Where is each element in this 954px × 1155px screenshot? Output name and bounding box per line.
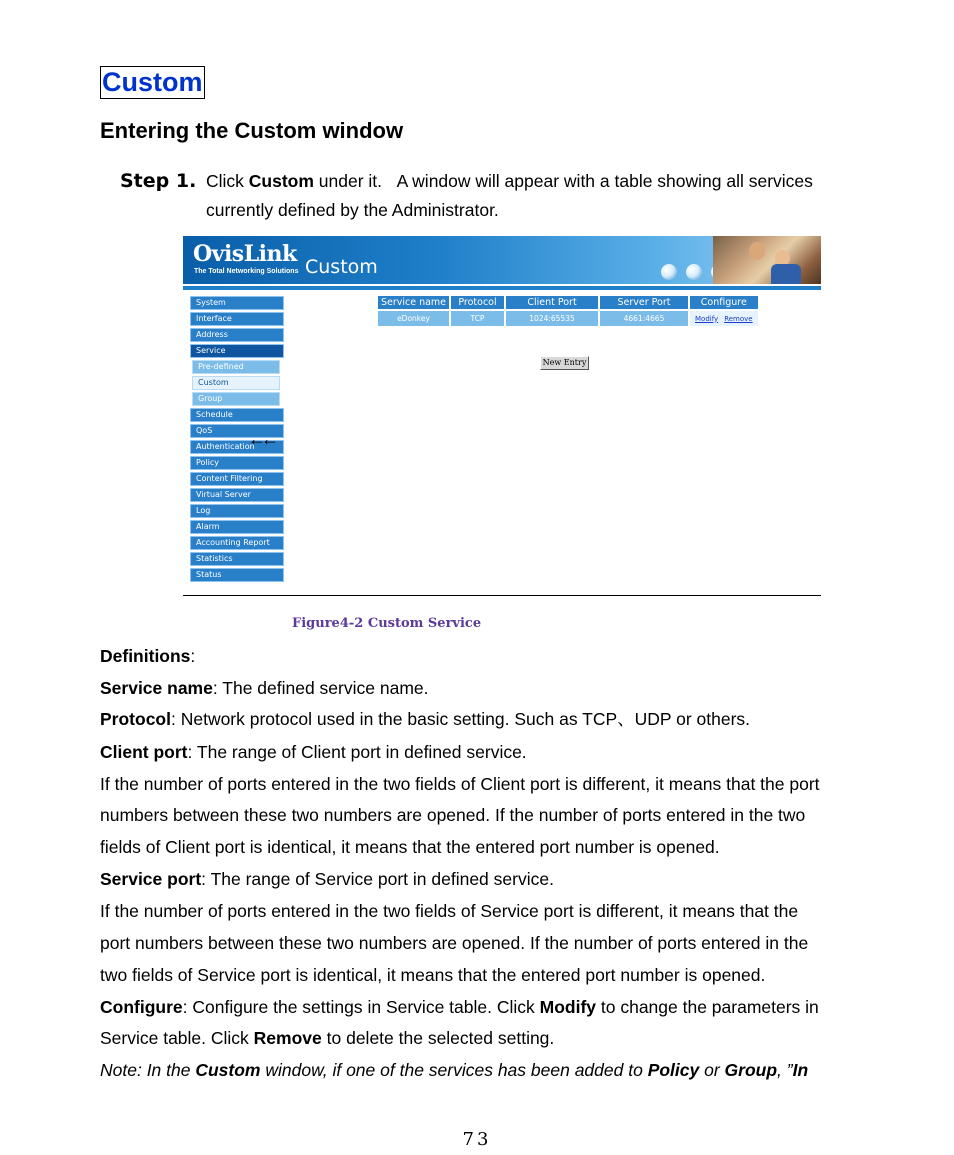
definitions-heading: Definitions: (100, 646, 196, 666)
menu-item-log[interactable]: Log (190, 504, 284, 518)
figure-screenshot (183, 236, 821, 596)
figure-bottom-rule (183, 595, 821, 596)
menu-item-qos[interactable]: QoS (190, 424, 284, 438)
step-text-line-2: currently defined by the Administrator. (206, 200, 499, 220)
definition-configure: Configure: Configure the settings in Service table. Click Modify to change the parameters in (100, 997, 819, 1017)
step-label: Step 1. (120, 170, 197, 192)
cell-service-name: eDonkey (378, 311, 449, 326)
service-submenu (192, 360, 285, 406)
service-port-paragraph-line-3: two fields of Service port is identical, it means that the entered port number is opened. (100, 965, 766, 985)
menu-item-virtual-server[interactable]: Virtual Server (190, 488, 284, 502)
definition-configure-line-2: Service table. Click Remove to delete the selected setting. (100, 1028, 555, 1048)
client-port-paragraph-line-2: numbers between these two numbers are opened. If the number of ports entered in the two (100, 805, 806, 825)
globe-icon (661, 264, 677, 280)
logo-tagline: The Total Networking Solutions (194, 268, 299, 275)
menu-item-interface[interactable]: Interface (190, 312, 284, 326)
definition-service-name: Service name: The defined service name. (100, 678, 429, 698)
modify-link[interactable]: Modify (695, 314, 719, 323)
menu-item-alarm[interactable]: Alarm (190, 520, 284, 534)
definition-protocol: Protocol: Network protocol used in the basic setting. Such as TCP、UDP or others. (100, 709, 751, 729)
menu-item-content-filtering[interactable]: Content Filtering (190, 472, 284, 486)
section-title: Custom (102, 67, 203, 97)
definition-client-port: Client port: The range of Client port in defined service. (100, 742, 527, 762)
menu-item-authentication[interactable]: Authentication (190, 440, 284, 454)
step-text-line-1: Click Custom under it. A window will appear with a table showing all services (206, 171, 813, 191)
new-entry-button[interactable]: New Entry (540, 356, 589, 370)
definition-service-port: Service port: The range of Service port in defined service. (100, 869, 554, 889)
cell-protocol: TCP (451, 311, 504, 326)
client-port-paragraph-line-1: If the number of ports entered in the two fields of Client port is different, it means that the port (100, 774, 820, 794)
menu-item-address[interactable]: Address (190, 328, 284, 342)
cell-configure (690, 311, 758, 326)
column-header-service-name: Service name (378, 296, 449, 309)
submenu-item-group[interactable]: Group (192, 392, 280, 406)
table-header-row (378, 296, 758, 309)
column-header-server-port: Server Port (600, 296, 688, 309)
figure-caption: Figure4-2 Custom Service (292, 616, 482, 631)
cell-client-port: 1024:65535 (506, 311, 598, 326)
submenu-item-pre-defined[interactable]: Pre-defined (192, 360, 280, 374)
ovislink-logo: OvisLink (193, 241, 297, 267)
sidebar-menu (190, 296, 285, 584)
figure-banner (183, 236, 821, 284)
note-line: Note: In the Custom window, if one of the services has been added to Policy or Group, ”In (100, 1060, 809, 1080)
column-header-client-port: Client Port (506, 296, 598, 309)
service-port-paragraph-line-2: port numbers between these two numbers are opened. If the number of ports entered in the (100, 933, 809, 953)
globe-icon (686, 264, 702, 280)
page-number: 73 (462, 1129, 492, 1150)
menu-item-service[interactable]: Service (190, 344, 284, 358)
figure-window-title: Custom (305, 256, 378, 278)
subtitle: Entering the Custom window (100, 118, 404, 143)
pointer-arrows-icon: ←← (248, 429, 274, 449)
submenu-item-custom[interactable]: Custom (192, 376, 280, 390)
cell-server-port: 4661:4665 (600, 311, 688, 326)
banner-photo (713, 236, 821, 284)
menu-item-system[interactable]: System (190, 296, 284, 310)
service-port-paragraph-line-1: If the number of ports entered in the two fields of Service port is different, it means that the (100, 901, 799, 921)
banner-divider (183, 286, 821, 290)
menu-item-policy[interactable]: Policy (190, 456, 284, 470)
remove-link[interactable]: Remove (724, 314, 753, 323)
menu-item-schedule[interactable]: Schedule (190, 408, 284, 422)
client-port-paragraph-line-3: fields of Client port is identical, it means that the entered port number is opened. (100, 837, 720, 857)
column-header-protocol: Protocol (451, 296, 504, 309)
menu-item-status[interactable]: Status (190, 568, 284, 582)
custom-services-table (376, 294, 760, 328)
menu-item-statistics[interactable]: Statistics (190, 552, 284, 566)
menu-item-accounting-report[interactable]: Accounting Report (190, 536, 284, 550)
column-header-configure: Configure (690, 296, 758, 309)
table-row (378, 311, 758, 326)
